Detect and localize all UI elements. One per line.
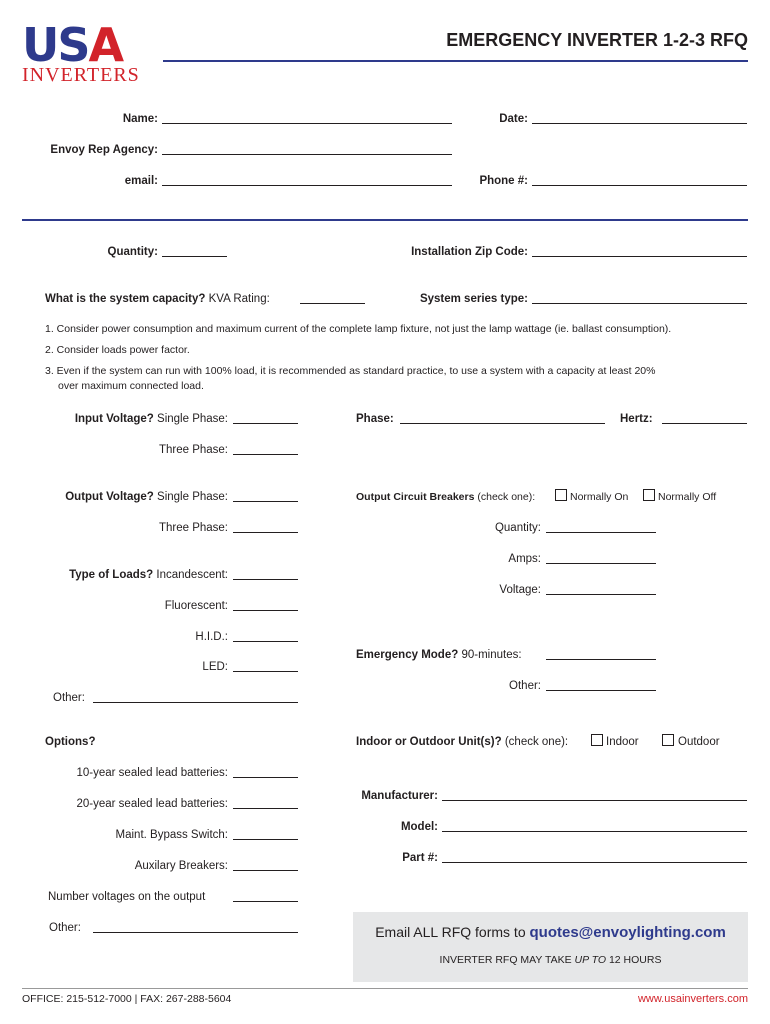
date-field[interactable]	[532, 123, 747, 124]
date-label: Date:	[499, 113, 528, 125]
emergency-other-field[interactable]	[546, 690, 656, 691]
footer-contact: OFFICE: 215-512-7000 | FAX: 267-288-5604	[22, 993, 232, 1005]
series-field[interactable]	[532, 303, 747, 304]
output-single-phase-field[interactable]	[233, 501, 298, 502]
note-3-cont: over maximum connected load.	[58, 380, 204, 392]
normally-off-label: Normally Off	[658, 491, 717, 503]
phase-field[interactable]	[400, 423, 605, 424]
note-3: 3. Even if the system can run with 100% load, it is recommended as standard practice, to use a system with a capacity at least 20%	[45, 365, 656, 377]
manufacturer-label: Manufacturer:	[361, 790, 438, 802]
phase-label: Phase:	[356, 413, 394, 425]
options-label: Options?	[45, 736, 96, 748]
lead10-label: 10-year sealed lead batteries:	[76, 767, 228, 779]
model-field[interactable]	[442, 831, 747, 832]
section-divider	[22, 219, 748, 221]
input-voltage-label: Input Voltage? Single Phase:	[74, 413, 228, 425]
normally-on-label: Normally On	[570, 491, 629, 503]
voltages-field[interactable]	[233, 901, 298, 902]
title-divider	[163, 60, 748, 62]
zip-label: Installation Zip Code:	[411, 246, 528, 258]
footer-divider	[22, 988, 748, 989]
normally-on-checkbox[interactable]	[555, 489, 567, 501]
outdoor-checkbox[interactable]	[662, 734, 674, 746]
manufacturer-field[interactable]	[442, 800, 747, 801]
breaker-quantity-label: Quantity:	[494, 522, 541, 534]
submit-info-box	[353, 912, 748, 982]
loads-label: Type of Loads? Incandescent:	[69, 569, 228, 581]
lead10-field[interactable]	[233, 777, 298, 778]
phone-label: Phone #:	[479, 175, 528, 187]
options-other-field[interactable]	[93, 932, 298, 933]
part-label: Part #:	[402, 852, 438, 864]
agency-field[interactable]	[162, 154, 452, 155]
note-1: 1. Consider power consumption and maximum current of the complete lamp fixture, not just the lamp wattage (ie. ballast consumption).	[45, 323, 672, 335]
indoor-checkbox[interactable]	[591, 734, 603, 746]
breaker-amps-field[interactable]	[546, 563, 656, 564]
emergency-label: Emergency Mode? 90-minutes:	[356, 649, 522, 661]
turnaround-note: INVERTER RFQ MAY TAKE UP TO 12 HOURS	[439, 954, 662, 966]
led-field[interactable]	[233, 671, 298, 672]
indoor-label: Indoor	[606, 736, 639, 748]
aux-label: Auxilary Breakers:	[134, 860, 228, 872]
led-label: LED:	[202, 661, 228, 673]
quantity-field[interactable]	[162, 256, 227, 257]
bypass-field[interactable]	[233, 839, 298, 840]
output-three-phase-label: Three Phase:	[158, 522, 228, 534]
lead20-label: 20-year sealed lead batteries:	[76, 798, 228, 810]
input-three-phase-label: Three Phase:	[158, 444, 228, 456]
fluorescent-label: Fluorescent:	[164, 600, 228, 612]
emergency-minutes-field[interactable]	[546, 659, 656, 660]
part-field[interactable]	[442, 862, 747, 863]
input-single-phase-field[interactable]	[233, 423, 298, 424]
agency-label: Envoy Rep Agency:	[50, 144, 158, 156]
name-label: Name:	[122, 113, 158, 125]
logo-inverters: INVERTERS	[22, 64, 140, 86]
capacity-question: What is the system capacity? KVA Rating:	[45, 293, 270, 305]
incandescent-field[interactable]	[233, 579, 298, 580]
page-title: EMERGENCY INVERTER 1-2-3 RFQ	[446, 30, 748, 50]
email-field[interactable]	[162, 185, 452, 186]
outdoor-label: Outdoor	[678, 736, 720, 748]
series-label: System series type:	[419, 293, 528, 305]
bypass-label: Maint. Bypass Switch:	[115, 829, 228, 841]
hid-field[interactable]	[233, 641, 298, 642]
aux-field[interactable]	[233, 870, 298, 871]
logo-usa: USA	[22, 18, 123, 72]
name-field[interactable]	[162, 123, 452, 124]
phone-field[interactable]	[532, 185, 747, 186]
breaker-quantity-field[interactable]	[546, 532, 656, 533]
hertz-label: Hertz:	[620, 413, 653, 425]
model-label: Model:	[400, 821, 438, 833]
breaker-voltage-label: Voltage:	[499, 584, 541, 596]
fluorescent-field[interactable]	[233, 610, 298, 611]
hertz-field[interactable]	[662, 423, 747, 424]
email-label: email:	[124, 175, 158, 187]
emergency-other-label: Other:	[509, 680, 541, 692]
voltages-label: Number voltages on the output	[48, 891, 206, 903]
options-other-label: Other:	[49, 922, 81, 934]
output-three-phase-field[interactable]	[233, 532, 298, 533]
loads-other-field[interactable]	[93, 702, 298, 703]
breaker-voltage-field[interactable]	[546, 594, 656, 595]
breakers-label: Output Circuit Breakers (check one):	[356, 491, 536, 503]
input-three-phase-field[interactable]	[233, 454, 298, 455]
loads-other-label: Other:	[53, 692, 85, 704]
hid-label: H.I.D.:	[195, 631, 228, 643]
breaker-amps-label: Amps:	[508, 553, 541, 565]
unit-label: Indoor or Outdoor Unit(s)? (check one):	[356, 736, 569, 748]
submit-instruction: Email ALL RFQ forms to quotes@envoylighting.com	[375, 924, 726, 941]
footer-website-link[interactable]: www.usainverters.com	[637, 993, 748, 1005]
submit-email-link[interactable]: quotes@envoylighting.com	[529, 924, 726, 941]
lead20-field[interactable]	[233, 808, 298, 809]
note-2: 2. Consider loads power factor.	[45, 344, 190, 356]
quantity-label: Quantity:	[107, 246, 158, 258]
normally-off-checkbox[interactable]	[643, 489, 655, 501]
output-voltage-label: Output Voltage? Single Phase:	[65, 491, 228, 503]
zip-field[interactable]	[532, 256, 747, 257]
